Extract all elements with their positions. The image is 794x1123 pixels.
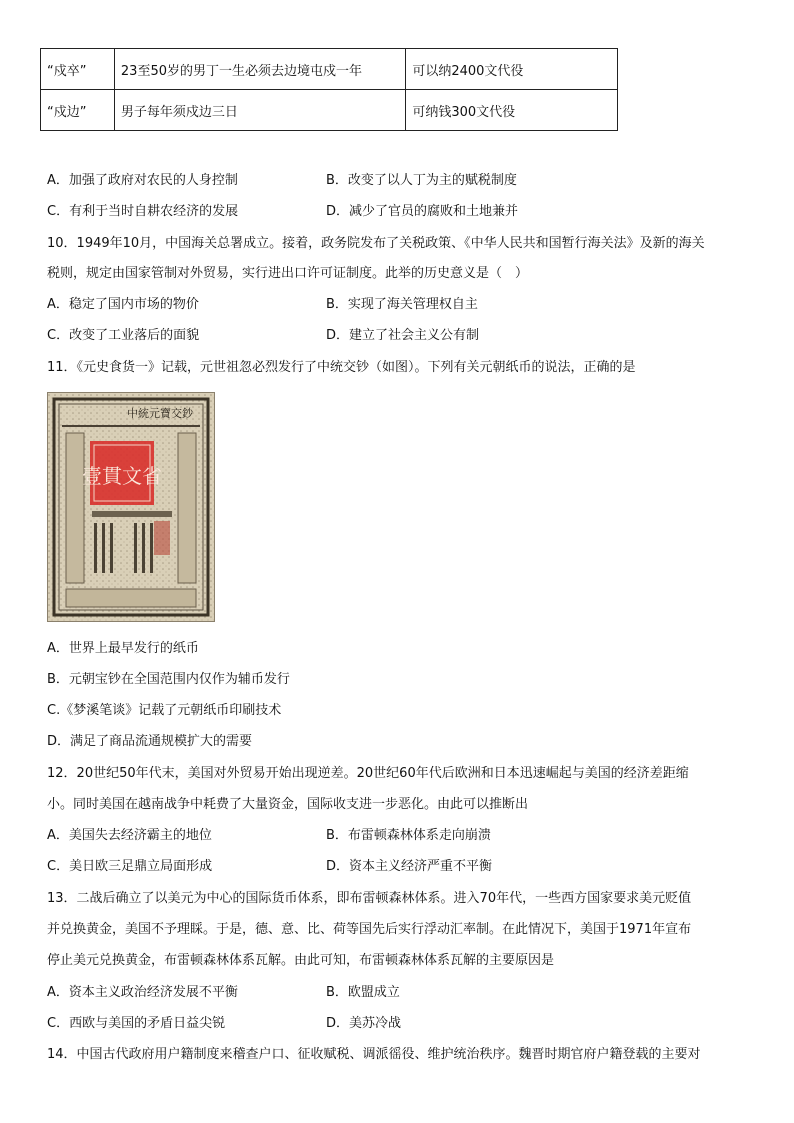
table-cell-desc: 男子每年须戍边三日 [114, 90, 405, 131]
q12-stem-line1: 12．20世纪50年代末，美国对外贸易开始出现逆差。20世纪60年代后欧洲和日本迅速崛起与美国的经济差距缩 [47, 766, 689, 781]
q10-stem-line2: 税则，规定由国家管制对外贸易，实行进出口许可证制度。此举的历史意义是（ ） [47, 266, 529, 281]
table-cell-name: “戍卒” [41, 49, 115, 90]
q13-option-d: D．美苏冷战 [326, 1016, 402, 1031]
q11-option-b: B．元朝宝钞在全国范围内仅作为辅币发行 [47, 672, 290, 687]
table-cell-alt: 可纳钱300文代役 [406, 90, 618, 131]
banknote-illustration [48, 393, 214, 621]
q9-option-d: D．减少了官员的腐败和土地兼并 [326, 204, 519, 219]
table-cell-alt: 可以纳2400文代役 [406, 49, 618, 90]
q9-option-a: A．加强了政府对农民的人身控制 [47, 173, 238, 188]
q13-option-c: C．西欧与美国的矛盾日益尖锐 [47, 1016, 226, 1031]
q13-stem-line3: 停止美元兑换黄金，布雷顿森林体系瓦解。由此可知，布雷顿森林体系瓦解的主要原因是 [47, 953, 555, 968]
table-cell-desc: 23至50岁的男丁一生必须去边境屯戍一年 [114, 49, 405, 90]
table-row [41, 49, 618, 90]
q10-option-d: D．建立了社会主义公有制 [326, 328, 480, 343]
q10-option-a: A．稳定了国内市场的物价 [47, 297, 199, 312]
table-row [41, 90, 618, 131]
banknote-image [47, 392, 215, 622]
service-table [40, 48, 618, 131]
q13-option-a: A．资本主义政治经济发展不平衡 [47, 985, 238, 1000]
q10-option-c: C．改变了工业落后的面貌 [47, 328, 200, 343]
q10-stem-line1: 10．1949年10月，中国海关总署成立。接着，政务院发布了关税政策、《中华人民共和国暂行海关法》及新的海关 [47, 236, 705, 251]
red-seal [82, 441, 162, 505]
q9-option-c: C．有利于当时自耕农经济的发展 [47, 204, 239, 219]
q13-stem-line2: 并兑换黄金，美国不予理睬。于是，德、意、比、荷等国先后实行浮动汇率制。在此情况下，美国于1971年宣布 [47, 922, 692, 937]
table-cell-name: “戍边” [41, 90, 115, 131]
banknote-header: 中統元寶交鈔 [127, 407, 193, 420]
q12-option-b: B．布雷顿森林体系走向崩溃 [326, 828, 491, 843]
q9-option-b: B．改变了以人丁为主的赋税制度 [326, 173, 517, 188]
q13-option-b: B．欧盟成立 [326, 985, 400, 1000]
q11-option-a: A．世界上最早发行的纸币 [47, 641, 199, 656]
q14-stem-line1: 14．中国古代政府用户籍制度来稽查户口、征收赋税、调派徭役、维护统治秩序。魏晋时期官府户籍登载的主要对 [47, 1047, 701, 1062]
seal-text: 壹貫文省 [82, 464, 162, 488]
q10-option-b: B．实现了海关管理权自主 [326, 297, 478, 312]
q12-option-c: C．美日欧三足鼎立局面形成 [47, 859, 213, 874]
q12-option-a: A．美国失去经济霸主的地位 [47, 828, 212, 843]
q11-option-d: D．满足了商品流通规模扩大的需要 [47, 734, 253, 749]
q12-stem-line2: 小。同时美国在越南战争中耗费了大量资金，国际收支进一步恶化。由此可以推断出 [47, 797, 529, 812]
q11-option-c: C.《梦溪笔谈》记载了元朝纸币印刷技术 [47, 703, 282, 718]
q11-stem: 11．《元史食货一》记载，元世祖忽必烈发行了中统交钞（如图）。下列有关元朝纸币的说法，正确的是 [47, 360, 636, 375]
q12-option-d: D．资本主义经济严重不平衡 [326, 859, 493, 874]
q13-stem-line1: 13．二战后确立了以美元为中心的国际货币体系，即布雷顿森林体系。进入70年代，一些西方国家要求美元贬值 [47, 891, 692, 906]
